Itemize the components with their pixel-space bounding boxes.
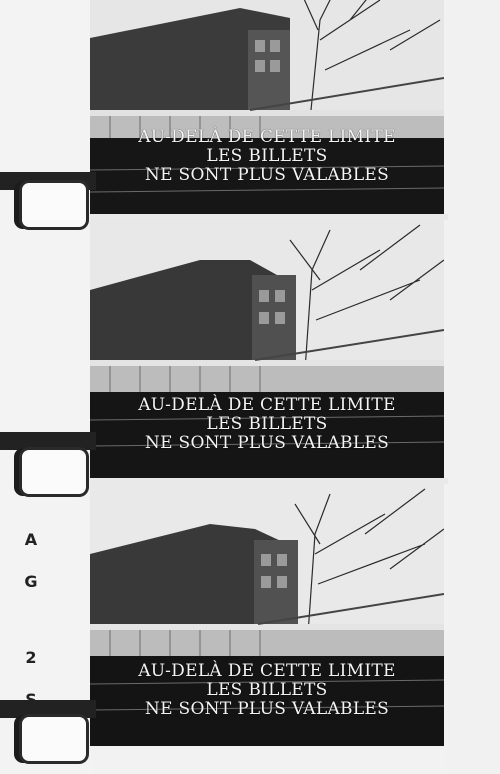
film-frame-1: [90, 0, 444, 218]
subtitle-block-2: [90, 396, 444, 453]
subtitle-line-1: AU-DELÀ DE CETTE LIMITE: [138, 127, 396, 147]
film-edge-band: [0, 700, 96, 718]
subtitle-line-3: NE SONT PLUS VALABLES: [144, 165, 390, 185]
film-frame-2: [90, 220, 444, 478]
subtitle-block-3: [90, 662, 444, 719]
film-left-margin: [0, 0, 92, 774]
sprocket-hole: [22, 183, 86, 227]
frame-scene-1: [90, 0, 444, 218]
subtitle-line-2: LES BILLETS: [206, 146, 328, 166]
edge-code-4: S: [25, 690, 37, 709]
sprocket-hole: [22, 717, 86, 761]
sprocket-hole: [22, 450, 86, 494]
subtitle-line-3: NE SONT PLUS VALABLES: [144, 433, 390, 453]
film-frame-3: [90, 484, 444, 746]
subtitle-line-1: AU-DELÀ DE CETTE LIMITE: [138, 395, 396, 415]
subtitle-block-1: [90, 128, 444, 185]
subtitle-line-3: NE SONT PLUS VALABLES: [144, 699, 390, 719]
edge-code-2: G: [24, 572, 38, 591]
edge-code-3: 2: [25, 648, 37, 667]
film-edge-band: [0, 432, 96, 450]
subtitle-line-2: LES BILLETS: [206, 680, 328, 700]
subtitle-line-1: AU-DELÀ DE CETTE LIMITE: [138, 661, 396, 681]
subtitle-line-2: LES BILLETS: [206, 414, 328, 434]
edge-code-1: A: [24, 530, 38, 549]
film-right-margin: [446, 0, 500, 774]
